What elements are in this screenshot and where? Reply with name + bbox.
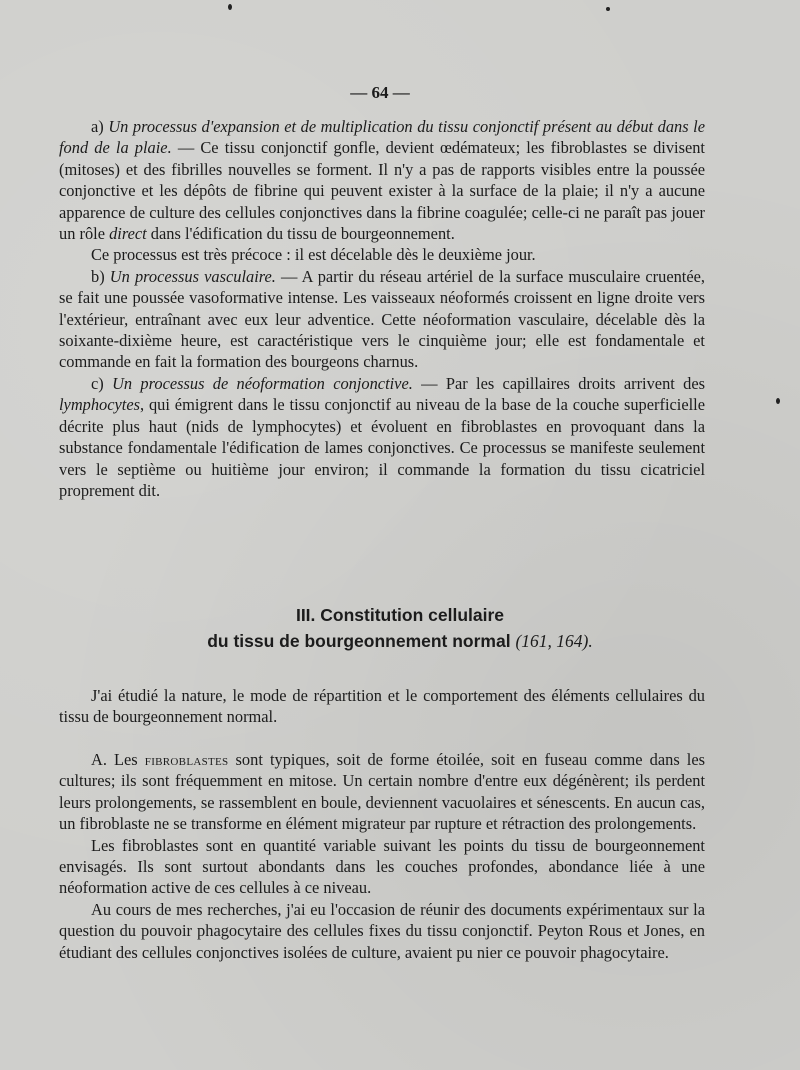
scan-speck	[776, 398, 780, 404]
paragraph-process-a	[59, 116, 705, 244]
scan-speck	[228, 4, 232, 10]
section-heading	[100, 602, 700, 654]
emphasis-direct: direct	[109, 224, 147, 244]
heading-line-2	[100, 628, 700, 654]
process-a-body-end: dans l'édification du tissu de bourgeonnement.	[146, 224, 455, 244]
heading-references: (161, 164).	[515, 631, 593, 651]
label-b: b)	[91, 266, 105, 286]
intro-block	[59, 685, 705, 728]
page-number: — 64 —	[350, 83, 410, 102]
process-a-body: — Ce tissu conjonctif gonfle, devient œdémateux; les fibroblastes se divisent (mitoses) et des fibrilles nouvelles se forment. Il n'y a pas de rapports visibles entre la poussée conjonctive et les dépôts de fibrine qui peuvent exister à la surface de la plaie; il n'y a aucune apparence de culture des cellules conjonctives dans la fibrine coagulée; celle-ci ne paraît pas jouer un rôle	[59, 138, 705, 244]
paragraph-intro: J'ai étudié la nature, le mode de répartition et le comportement des éléments cellulaires du tissu de bourgeonnement normal.	[59, 686, 705, 727]
fibroblasts-term: fibroblastes	[144, 750, 229, 769]
process-b-body: — A partir du réseau artériel de la surface musculaire cruentée, se fait une poussée vasoformative intense. Les vaisseaux néoformés croissent en ligne droite vers l'extérieur, entraînant avec eux leur adventice. Cette néoformation vasculaire, décelable dès la soixante-dixième heure, est caractéristique vers le cinquième jour; elle est fondamentale et commande en fait la formation des bourgeons charnus.	[59, 266, 705, 372]
process-c-title: Un processus de néoformation conjonctive.	[112, 373, 413, 393]
process-c-body-1: — Par les capillaires droits arrivent des	[412, 373, 705, 393]
fibroblasts-block	[59, 749, 705, 963]
heading-line-1: III. Constitution cellulaire	[295, 605, 505, 625]
paragraph-process-c	[59, 373, 705, 501]
paragraph-research: Au cours de mes recherches, j'ai eu l'occasion de réunir des documents expérimentaux sur la question du pouvoir phagocytaire des cellules fixes du tissu conjonctif. Peyton Rous et Jones, en étudiant des cellules conjonctives isolées de culture, avaient pu nier ce pouvoir phagocytaire.	[59, 899, 705, 962]
scan-speck	[606, 7, 610, 11]
processes-list	[59, 116, 705, 501]
heading-line-2-text: du tissu de bourgeonnement normal	[207, 631, 511, 651]
emphasis-lymphocytes: lymphocytes	[59, 395, 141, 415]
process-a-title: Un processus d'expansion et de multiplication du tissu conjonctif présent au début dans le fond de la plaie.	[59, 117, 705, 158]
fibroblasts-label: A. Les	[91, 750, 145, 769]
process-c-body-2: , qui émigrent dans le tissu conjonctif au niveau de la base de la couche superficielle décrite plus haut (nids de lymphocytes) et évoluent en fibroblastes en provoquant dans la substance fondamentale l'édification de lames conjonctives. Ce processus se manifeste seulement vers le septième ou huitième jour environ; il commande la formation du tissu cicatriciel proprement dit.	[59, 395, 705, 500]
process-b-title: Un processus vasculaire.	[109, 266, 276, 286]
label-c: c)	[91, 373, 104, 393]
fibroblasts-body: sont typiques, soit de forme étoilée, soit en fuseau comme dans les cultures; ils sont fréquemment en mitose. Un certain nombre d'entre eux dégénèrent; ils perdent leurs prolongements, se rassemblent en boule, deviennent vacuolaires et sénescents. En aucun cas, un fibroblaste ne se transforme en élément migrateur par rupture et rétraction des prolongements.	[59, 750, 705, 834]
paragraph-process-b	[59, 266, 705, 373]
paragraph-fibroblasts	[59, 749, 705, 835]
paragraph-precoce: Ce processus est très précoce : il est décelable dès le deuxième jour.	[91, 245, 536, 265]
label-a: a)	[91, 117, 104, 136]
paragraph-quantity: Les fibroblastes sont en quantité variable suivant les points du tissu de bourgeonnement envisagés. Ils sont surtout abondants dans les couches profondes, abondance liée à une néoformation active de ces cellules à ce niveau.	[59, 835, 705, 898]
